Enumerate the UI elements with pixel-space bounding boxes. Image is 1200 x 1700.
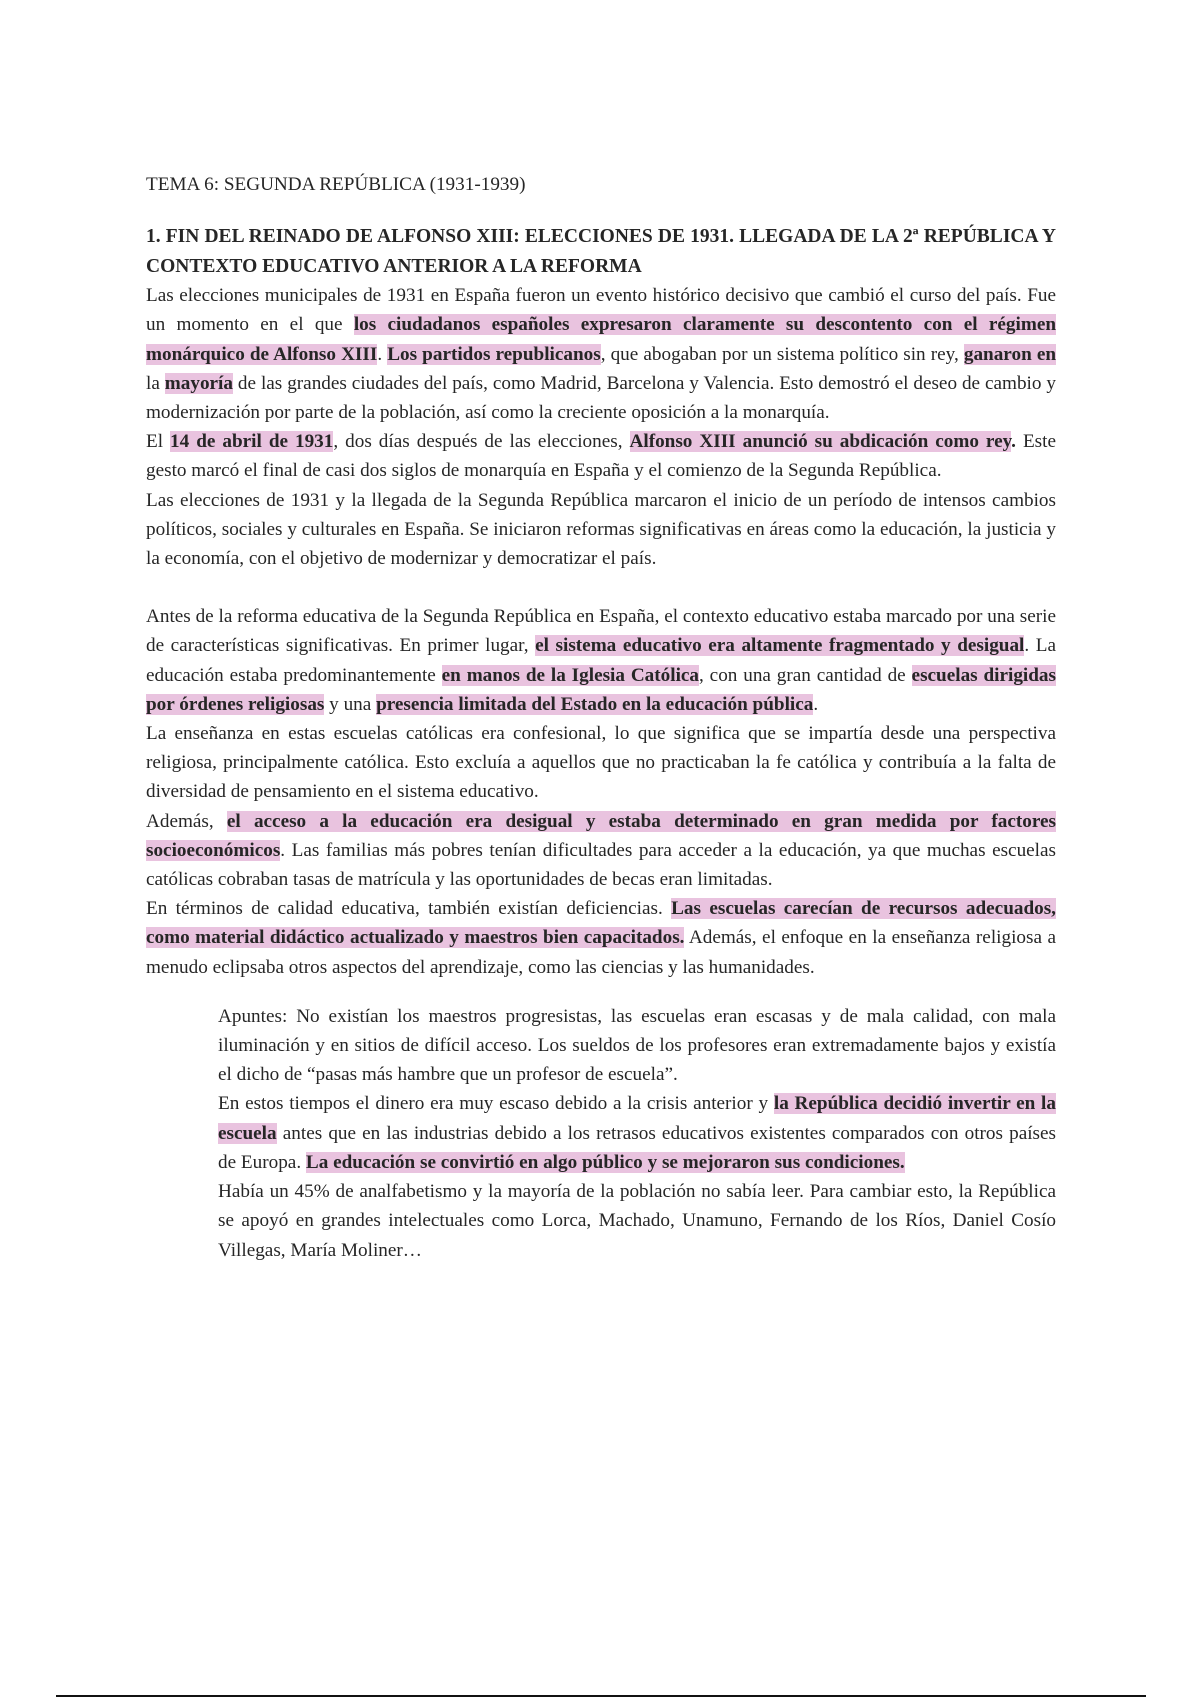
text-run: , con una gran cantidad de xyxy=(699,664,912,686)
highlighted-text: en manos de la Iglesia Católica xyxy=(441,664,700,686)
document-page xyxy=(146,170,1056,1265)
highlighted-text: el acceso a la educación era desigual y estaba determinado en gran medida por factores socioeconómicos xyxy=(146,810,1056,861)
highlighted-text: la República decidió invertir en la escuela xyxy=(218,1093,1056,1144)
text-run: Apuntes: No existían los maestros progresistas, las escuelas eran escasas y de mala calidad, con mala iluminación y en sitios de difícil acceso. Los sueldos de los profesores eran extremadamente bajos y existía el dicho de “pasas más hambre que un profesor de escuela”. xyxy=(218,1005,1056,1086)
highlighted-text: escuelas dirigidas por órdenes religiosas xyxy=(146,664,1056,715)
highlighted-text: el sistema educativo era altamente fragmentado y desigual xyxy=(535,635,1025,657)
text-run: , que abogaban por un sistema político sin rey, xyxy=(600,343,964,365)
text-run: Además, xyxy=(146,810,227,832)
highlighted-text: Las escuelas carecían de recursos adecuados, como material didáctico actualizado y maestros bien capacitados. xyxy=(146,898,1056,949)
document-title: TEMA 6: SEGUNDA REPÚBLICA (1931-1939) xyxy=(146,174,526,195)
text-run: . La educación estaba predominantemente xyxy=(146,635,1056,686)
text-run: Este gesto marcó el final de casi dos siglos de monarquía en España y el comienzo de la Segunda República. xyxy=(146,431,1056,482)
note-paragraph xyxy=(218,1177,1056,1265)
text-run: . xyxy=(813,693,819,715)
text-run: , dos días después de las elecciones, xyxy=(333,431,630,453)
highlighted-text: los ciudadanos españoles expresaron claramente su descontento con el régimen monárquico de Alfonso XIII xyxy=(146,314,1057,365)
text-run: . xyxy=(377,343,388,365)
highlighted-text: presencia limitada del Estado en la educación pública xyxy=(376,693,814,715)
highlighted-text: 14 de abril de 1931 xyxy=(170,431,334,453)
highlighted-text: mayoría xyxy=(164,372,233,394)
text-run: antes que en las industrias debido a los retrasos educativos existentes comparados con otros países de Europa. xyxy=(218,1122,1056,1173)
paragraph xyxy=(146,281,1056,427)
paragraph xyxy=(146,602,1056,719)
text-run: . Las familias más pobres tenían dificultades para acceder a la educación, ya que muchas escuelas católicas cobraban tasas de matrícula y las oportunidades de becas eran limitadas. xyxy=(146,839,1056,891)
note-paragraph xyxy=(218,1002,1056,1090)
highlighted-text: La educación se convirtió en algo público y se mejoraron sus condiciones. xyxy=(305,1151,905,1173)
bold-text: . xyxy=(1011,431,1016,453)
text-run: Además, el enfoque en la enseñanza religiosa a menudo eclipsaba otros aspectos del aprendizaje, como las ciencias y las humanidades. xyxy=(146,927,1056,978)
bottom-rule xyxy=(56,1695,1146,1697)
text-run: En estos tiempos el dinero era muy escaso debido a la crisis anterior y xyxy=(218,1093,774,1115)
paragraph xyxy=(146,894,1056,982)
text-run: La enseñanza en estas escuelas católicas era confesional, lo que significa que se impartía desde una perspectiva religiosa, principalmente católica. Esto excluía a aquellos que no practicaban la fe católica y contribuía a la falta de diversidad de pensamiento en el sistema educativo. xyxy=(146,723,1056,803)
body-text xyxy=(146,281,1056,982)
text-run: El xyxy=(146,431,171,453)
paragraph xyxy=(146,486,1056,574)
highlighted-text: Alfonso XIII anunció su abdicación como rey xyxy=(629,431,1012,453)
text-run: la xyxy=(146,372,165,394)
text-run: y una xyxy=(324,693,377,715)
text-run: Había un 45% de analfabetismo y la mayoría de la población no sabía leer. Para cambiar esto, la República se apoyó en grandes intelectuales como Lorca, Machado, Unamuno, Fernando de los Ríos, Daniel Cosío Villegas, María Moliner… xyxy=(218,1181,1056,1261)
section-heading: 1. FIN DEL REINADO DE ALFONSO XIII: ELECCIONES DE 1931. LLEGADA DE LA 2ª REPÚBLICA Y CONTEXTO EDUCATIVO ANTERIOR A LA REFORMA xyxy=(146,226,1056,277)
paragraph xyxy=(146,719,1056,807)
paragraph xyxy=(146,807,1056,895)
note-paragraph xyxy=(218,1089,1056,1177)
text-run: Las elecciones de 1931 y la llegada de la Segunda República marcaron el inicio de un período de intensos cambios políticos, sociales y culturales en España. Se iniciaron reformas significativas en áreas como la educación, la justicia y la economía, con el objetivo de modernizar y democratizar el país. xyxy=(146,489,1056,570)
text-run: Antes de la reforma educativa de la Segunda República en España, el contexto educativo estaba marcado por una serie de características significativas. En primer lugar, xyxy=(146,606,1056,657)
text-run: Las elecciones municipales de 1931 en España fueron un evento histórico decisivo que cambió el curso del país. Fue un momento en el que xyxy=(146,285,1056,336)
paragraph xyxy=(146,427,1056,485)
text-run: En términos de calidad educativa, también existían deficiencias. xyxy=(146,898,672,920)
text-run: de las grandes ciudades del país, como Madrid, Barcelona y Valencia. Esto demostró el deseo de cambio y modernización por parte de la población, así como la creciente oposición a la monarquía. xyxy=(146,372,1056,424)
highlighted-text: Los partidos republicanos xyxy=(387,343,601,365)
notes-block xyxy=(218,1002,1056,1265)
highlighted-text: ganaron en xyxy=(963,343,1057,365)
